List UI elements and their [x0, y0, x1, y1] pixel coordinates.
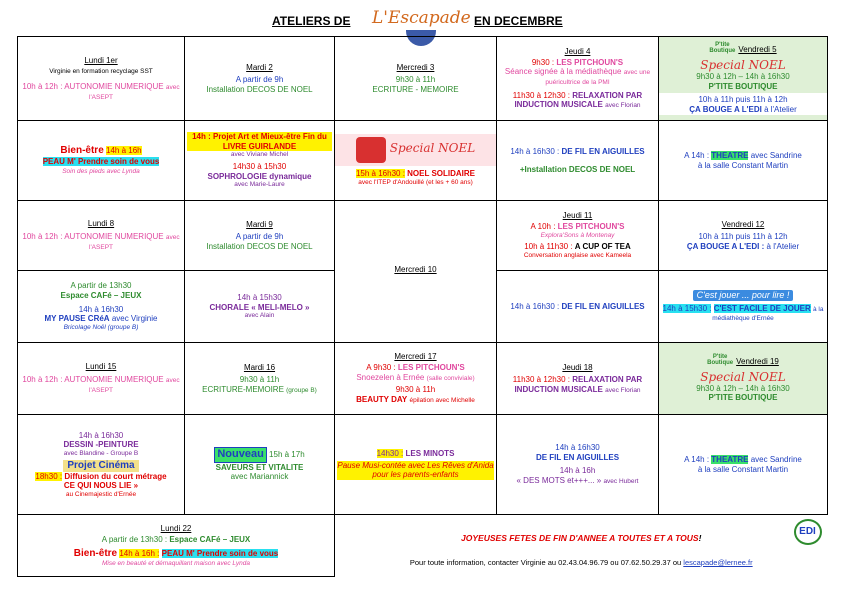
jouer-lire-banner: C'est jouer ... pour lire !	[693, 290, 794, 301]
special-noel-banner: Special NOEL	[700, 369, 786, 384]
with: avec Alain	[244, 312, 275, 320]
with-2: avec Marie-Laure	[234, 181, 285, 189]
time-2: 11h30 à 12h30 :	[512, 90, 571, 100]
activity-2: Bien-être	[73, 547, 118, 559]
description-2: (salle conviviale)	[426, 374, 475, 382]
time: A 10h :	[530, 221, 556, 231]
title-right: EN DECEMBRE	[474, 14, 563, 28]
time: A 14h :	[684, 150, 710, 160]
activity: ECRITURE-MEMOIRE	[202, 384, 284, 394]
description: Mise en beauté et démaquillant maison avec Lynda	[101, 559, 251, 567]
with: avec Florian	[605, 386, 641, 394]
cell-lundi-1-pm	[18, 121, 185, 201]
cell-jeudi-4-pm	[497, 121, 659, 201]
day-label: Jeudi 11	[562, 211, 593, 221]
activity: ÇA BOUGE A L'EDI :	[686, 241, 765, 251]
time: 9h30 à 12h – 14h à 16h30	[696, 72, 790, 82]
activity: DE FIL EN AIGUILLES	[561, 146, 645, 156]
time-2: 14h30 à 15h30	[232, 162, 287, 171]
day-label: Mercredi 10	[394, 265, 437, 275]
time: 14h à 16h30	[555, 443, 600, 453]
activity: DE FIL EN AIGUILLES	[561, 301, 645, 311]
time-2: 14h à 16h30	[78, 304, 124, 314]
activity-2: ÇA BOUGE A L'EDI	[689, 105, 762, 115]
with: avec Viviane Michel	[230, 151, 289, 159]
activity: P'TITE BOUTIQUE	[708, 393, 778, 403]
film-title: CE QUI NOUS LIE »	[63, 481, 139, 491]
special-noel-banner: Special NOEL	[389, 141, 476, 156]
cell-mardi-9-am	[185, 201, 335, 271]
cell-lundi-22	[18, 515, 335, 577]
activity-2: BEAUTY DAY	[356, 394, 408, 404]
activity-2: +Installation DECOS DE NOEL	[519, 164, 636, 174]
time: 14h :	[192, 132, 211, 142]
day-label: Vendredi 12	[721, 219, 765, 229]
time: 9h30 à 11h	[239, 375, 280, 385]
cell-vendredi-12-pm	[659, 271, 828, 343]
description: Séance signée à la médiathèque	[504, 67, 622, 77]
description-2: Conversation anglaise avec Kameela	[523, 251, 632, 259]
where-2: à l'Atelier	[764, 105, 797, 115]
activity: C'EST FACILE DE JOUER	[713, 303, 811, 313]
time-2: 14h à 16h :	[119, 548, 160, 558]
cell-vendredi-19-am	[659, 343, 828, 415]
time: 14h à 15h30 :	[662, 303, 712, 313]
where: à la médiathèque d'Ernée	[712, 305, 824, 323]
with: avec Mariannick	[230, 472, 289, 482]
description: Pause Musi-contée avec Les Rêves d'Anida pour les parents-enfants	[337, 460, 494, 480]
time: A partir de 13h30	[70, 281, 132, 291]
time: 14h à 16h	[106, 145, 142, 155]
activity: Espace CAFé – JEUX	[169, 535, 251, 545]
cell-mercredi-3-pm	[335, 121, 497, 201]
description: Snoezelen à Ernée	[356, 372, 425, 382]
day-label: Lundi 1er	[84, 55, 118, 65]
time: 10h à 12h :	[22, 375, 63, 384]
group: (groupe B)	[286, 386, 317, 394]
time: 9h30 :	[531, 57, 555, 67]
time: 14h à 15h30	[237, 293, 282, 302]
day-label: Mercredi 17	[394, 352, 437, 362]
activity: Installation DECOS DE NOEL	[206, 241, 313, 251]
time: A partir de 13h30 :	[101, 535, 168, 545]
nouveau-badge: Nouveau	[214, 447, 266, 462]
cell-jeudi-11-am	[497, 201, 659, 271]
time-2: 14h à 16h	[559, 466, 596, 476]
with: avec l'ASEPT	[89, 234, 180, 251]
cell-mercredi-3-am	[335, 37, 497, 121]
cell-jeudi-18-am	[497, 343, 659, 415]
footer-wish-end: !	[698, 532, 702, 543]
cell-mardi-2-pm	[185, 121, 335, 201]
where: à la salle Constant Martin	[697, 464, 789, 474]
with-2: avec Virginie	[111, 314, 158, 324]
with-2: avec Florian	[605, 102, 641, 110]
time: A 14h :	[684, 454, 710, 464]
cell-mardi-16-am	[185, 343, 335, 415]
footer-info: Pour toute information, contacter Virginie au 02.43.04.96.79 ou 07.62.50.29.37 ou	[409, 557, 682, 567]
cell-vendredi-5-am	[659, 37, 828, 121]
edi-logo: EDI	[794, 519, 822, 545]
time: 10h à 12h :	[22, 232, 63, 241]
with: avec Sandrine	[750, 454, 802, 464]
description-2: Bricolage Noël (groupe B)	[63, 323, 139, 331]
cell-lundi-1-am	[18, 37, 185, 121]
time: 10h à 11h puis 11h à 12h	[698, 232, 788, 242]
day-label: Mercredi 3	[396, 62, 435, 72]
time: 11h30 à 12h30 :	[512, 375, 571, 385]
with: avec Sandrine	[750, 150, 802, 160]
time-2: 9h30 à 11h	[395, 385, 436, 395]
activity: AUTONOMIE NUMERIQUE	[64, 232, 164, 241]
activity-2: SOPHROLOGIE dynamique	[207, 171, 312, 181]
with: avec l'ITEP d'Andouillé (et les + 60 ans)	[358, 178, 473, 186]
time-2: 10h à 11h puis 11h à 12h	[698, 95, 788, 105]
time: 10h à 12h :	[22, 81, 63, 91]
boutique-logo-icon: P'tite Boutique	[709, 42, 736, 55]
activity: Espace CAFé – JEUX	[60, 291, 142, 300]
cell-jeudi-4-am	[497, 37, 659, 121]
day-label: Jeudi 4	[564, 46, 591, 56]
with-2: avec Hubert	[603, 477, 639, 485]
with: avec l'ASEPT	[89, 83, 180, 101]
activity: RELAXATION PAR INDUCTION MUSICALE	[514, 375, 643, 394]
activity: LES PITCHOUN'S	[557, 221, 625, 231]
with: avec Blandine - Groupe B	[63, 449, 139, 457]
day-label: Lundi 8	[87, 219, 115, 229]
cell-mardi-9-pm	[185, 271, 335, 343]
activity: THEATRE	[711, 150, 749, 160]
description: Soin des pieds avec Lynda	[62, 168, 140, 176]
footer-wish: JOYEUSES FETES DE FIN D'ANNEE A TOUTES ET A TOUS	[461, 532, 699, 543]
escapade-logo: L'Escapade	[372, 8, 471, 28]
time: 14h à 16h30 :	[510, 146, 560, 156]
schedule-grid	[17, 36, 828, 577]
activity: LES MINOTS	[405, 449, 455, 459]
title-left: ATELIERS DE	[272, 14, 351, 28]
activity: Bien-être	[60, 144, 104, 156]
cell-mardi-16-pm	[185, 415, 335, 515]
special-noel-banner: Special NOEL	[700, 57, 786, 72]
day-label: Mardi 2	[246, 62, 273, 72]
description: Explora'Sons à Montenay	[540, 231, 615, 239]
day-label: Mardi 16	[243, 362, 276, 372]
time: 14h30 :	[376, 449, 404, 459]
time: 9h30 à 12h – 14h à 16h30	[696, 383, 790, 393]
cell-mercredi-17-am	[335, 343, 497, 415]
description-2: avec une puéricultrice de la PMI	[545, 69, 651, 86]
activity: AUTONOMIE NUMERIQUE	[64, 375, 164, 384]
cell-lundi-15-pm	[18, 415, 185, 515]
cell-jeudi-18-pm	[497, 415, 659, 515]
cell-vendredi-5-pm	[659, 121, 828, 201]
where: au Cinemajestic d'Ernée	[65, 490, 137, 498]
cell-mercredi-17-pm	[335, 415, 497, 515]
cell-mercredi-10	[335, 201, 497, 343]
activity-3: PEAU M' Prendre soin de vous	[161, 548, 279, 558]
activity: CHORALE « MELI-MELO »	[209, 302, 310, 312]
cell-lundi-8-pm	[18, 271, 185, 343]
activity-2: « DES MOTS et+++... »	[516, 475, 602, 485]
time: 15h à 16h30 :	[355, 169, 405, 179]
where: à l'Atelier	[766, 241, 800, 251]
description-3: épilation avec Michelle	[409, 396, 475, 404]
time: 14h à 16h30 :	[510, 301, 560, 311]
day-label: Jeudi 18	[562, 362, 593, 372]
activity: DESSIN -PEINTURE	[63, 440, 139, 450]
day-label: Mardi 9	[246, 219, 273, 229]
cell-vendredi-19-pm	[659, 415, 828, 515]
cell-vendredi-12-am	[659, 201, 828, 271]
cell-jeudi-11-pm	[497, 271, 659, 343]
activity-2: PEAU M' Prendre soin de vous	[42, 156, 160, 166]
activity: Installation DECOS DE NOEL	[206, 84, 313, 94]
time: A partir de 9h	[235, 75, 284, 85]
activity-2: A CUP OF TEA	[574, 242, 631, 252]
activity-2: RELAXATION PAR INDUCTION MUSICALE	[514, 90, 643, 110]
activity: Projet Art et Mieux-être Fin du LIVRE GUIRLANDE	[212, 132, 327, 151]
day-label: Vendredi 19	[736, 356, 779, 366]
activity: NOEL SOLIDAIRE	[407, 169, 476, 179]
page-title	[0, 8, 842, 34]
activity: ECRITURE - MEMOIRE	[372, 84, 459, 94]
cell-lundi-8-am	[18, 201, 185, 271]
projet-cinema-banner: Projet Cinéma	[63, 460, 138, 472]
time: A 9h30 :	[366, 362, 396, 372]
footer-cell	[335, 515, 828, 577]
time: 9h30 à 11h	[395, 75, 436, 85]
day-label: Lundi 22	[160, 523, 192, 533]
time: 14h à 16h30	[78, 430, 124, 440]
activity-2: Diffusion du court métrage	[64, 471, 167, 481]
with: avec l'ASEPT	[89, 377, 180, 394]
time-2: 18h30 :	[35, 471, 63, 481]
day-label: Lundi 15	[85, 362, 117, 372]
day-label: Vendredi 5	[738, 45, 777, 55]
gift-icon	[356, 137, 386, 163]
activity: DE FIL EN AIGUILLES	[535, 452, 620, 462]
cell-lundi-15-am	[18, 343, 185, 415]
activity-2: MY PAUSE CRéA	[44, 314, 110, 324]
where: à la salle Constant Martin	[697, 160, 789, 170]
activity: THEATRE	[711, 454, 749, 464]
time-2: 10h à 11h30 :	[524, 242, 573, 252]
note: Virginie en formation recyclage SST	[49, 68, 153, 76]
time: 15h à 17h	[269, 450, 305, 460]
email-link[interactable]: lescapade@lernee.fr	[683, 557, 753, 567]
cell-mardi-2-am	[185, 37, 335, 121]
activity: SAVEURS ET VITALITE	[215, 462, 304, 472]
activity: LES PITCHOUN'S	[556, 57, 624, 67]
boutique-logo-icon: P'tite Boutique	[707, 353, 734, 366]
activity: AUTONOMIE NUMERIQUE	[64, 81, 164, 91]
activity: P'TITE BOUTIQUE	[708, 81, 778, 91]
time: A partir de 9h	[235, 232, 284, 242]
activity: LES PITCHOUN'S	[397, 362, 465, 372]
